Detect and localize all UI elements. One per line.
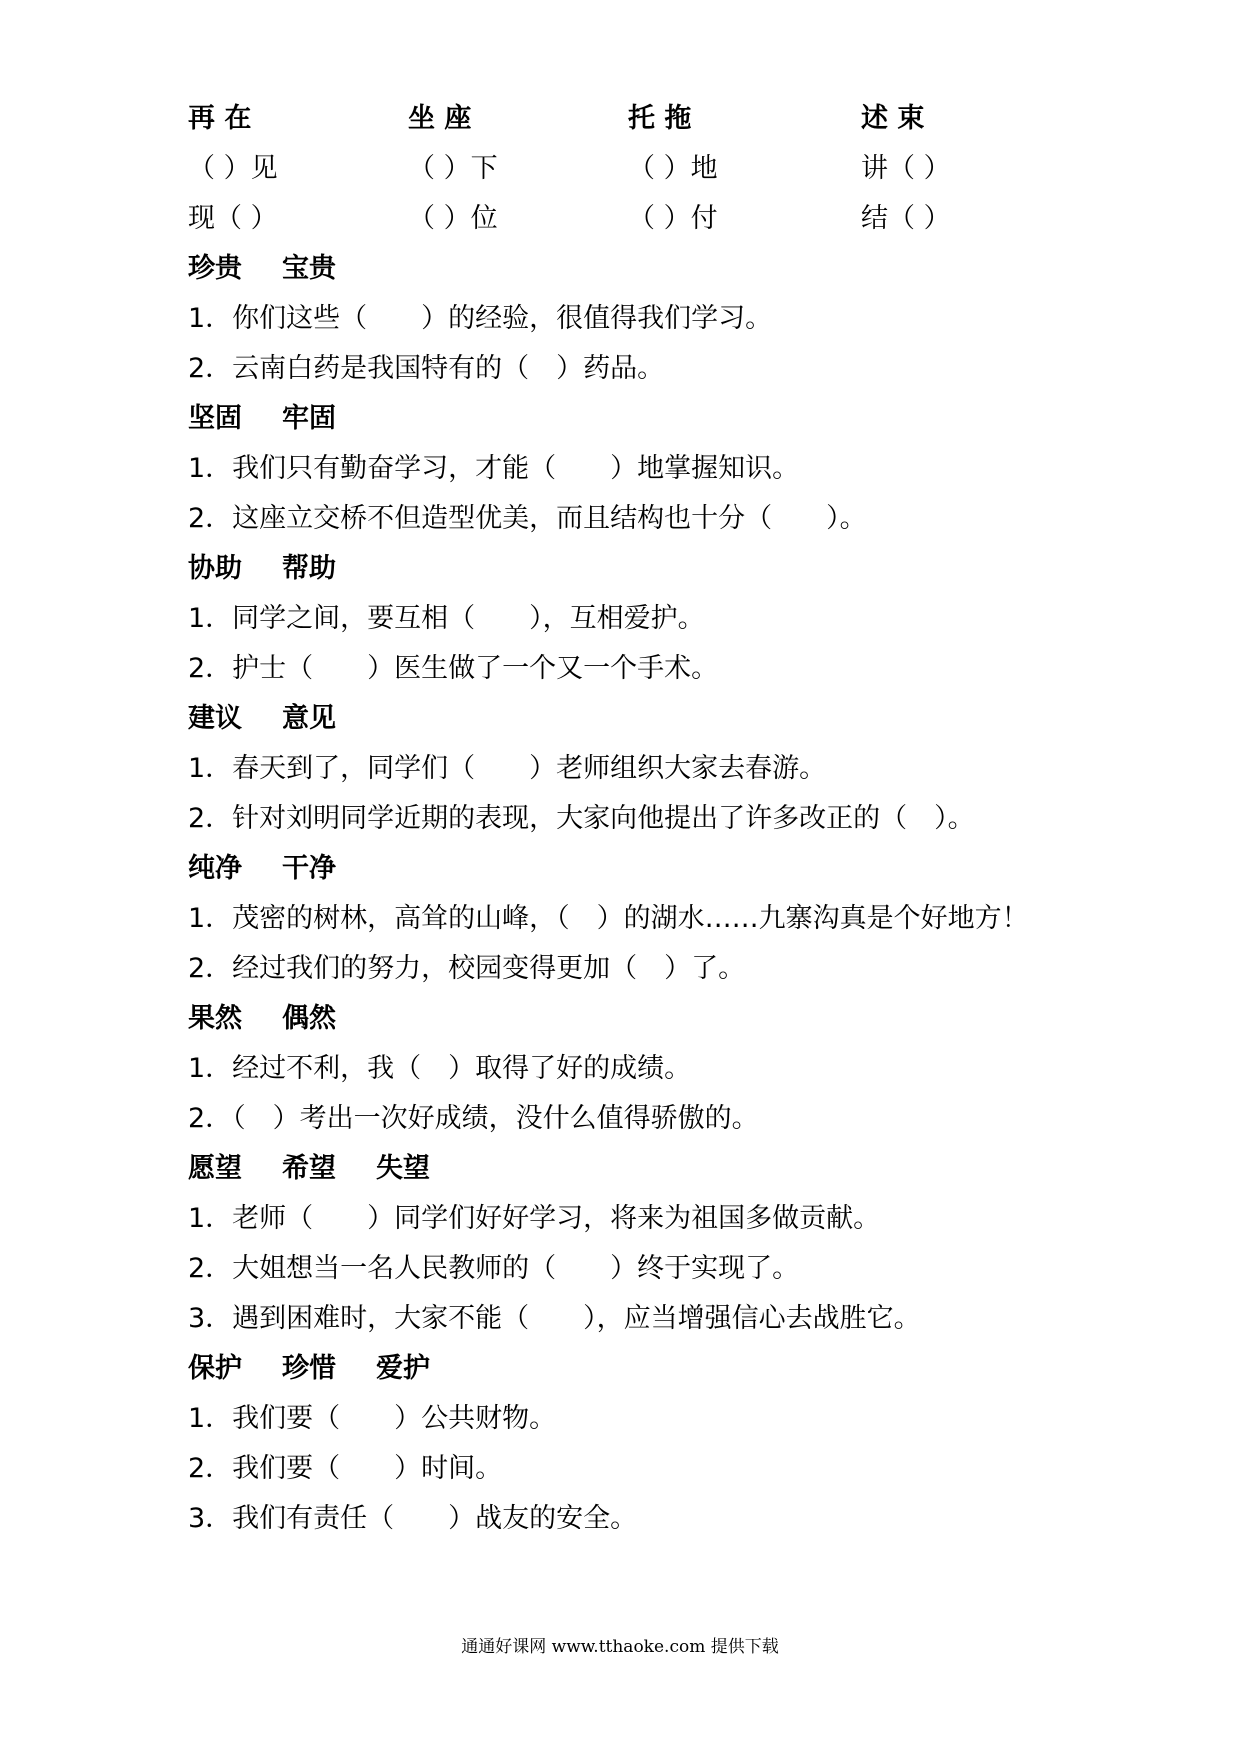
- exercise-sentence: 2．（ ）考出一次好成绩，没什么值得骄傲的。: [188, 1103, 759, 1134]
- char-pair-header: [188, 94, 1088, 144]
- exercise-sentence: 1．你们这些（ ）的经验，很值得我们学习。: [188, 303, 773, 334]
- char-pair: 再 在: [188, 103, 252, 134]
- word-choice: 保护: [188, 1353, 242, 1384]
- word-choice: 帮助: [282, 553, 336, 584]
- word-choice: 珍贵: [188, 253, 242, 284]
- exercise-sentence: 1．老师（ ）同学们好好学习，将来为祖国多做贡献。: [188, 1203, 881, 1234]
- word-choice: 失望: [376, 1153, 430, 1184]
- page-footer: 通通好课网 www.tthaoke.com 提供下载: [461, 1637, 779, 1657]
- fill-cell: 现（ ）: [188, 203, 278, 234]
- word-choice: 宝贵: [282, 253, 336, 284]
- exercise-sentence: 2．经过我们的努力，校园变得更加（ ）了。: [188, 953, 746, 984]
- word-group-heading: [188, 1344, 1088, 1394]
- worksheet: [188, 94, 1088, 1544]
- word-choice: 牢固: [282, 403, 336, 434]
- word-group-heading: [188, 394, 1088, 444]
- fill-cell: （ ）地: [628, 153, 718, 184]
- exercise-sentence: 2．我们要（ ）时间。: [188, 1453, 503, 1484]
- word-group-heading: [188, 244, 1088, 294]
- char-pair: 托 拖: [628, 103, 692, 134]
- word-choice: 珍惜: [282, 1353, 336, 1384]
- word-choice: 愿望: [188, 1153, 242, 1184]
- fill-row: [188, 144, 1088, 194]
- exercise-sentence: 1．同学之间，要互相（ ），互相爱护。: [188, 603, 705, 634]
- word-choice: 纯净: [188, 853, 242, 884]
- exercise-sentence: 2．护士（ ）医生做了一个又一个手术。: [188, 653, 719, 684]
- fill-cell: （ ）付: [628, 203, 718, 234]
- exercise-sentence: 2．大姐想当一名人民教师的（ ）终于实现了。: [188, 1253, 800, 1284]
- word-group-heading: [188, 694, 1088, 744]
- fill-row: [188, 194, 1088, 244]
- word-choice: 意见: [282, 703, 336, 734]
- exercise-sentence: 2．云南白药是我国特有的（ ）药品。: [188, 353, 665, 384]
- fill-cell: （ ）下: [408, 153, 498, 184]
- exercise-sentence: 1．茂密的树林，高耸的山峰，（ ）的湖水……九寨沟真是个好地方！: [188, 903, 1029, 934]
- word-group-heading: [188, 544, 1088, 594]
- word-choice: 偶然: [282, 1003, 336, 1034]
- exercise-sentence: 1．经过不利，我（ ）取得了好的成绩。: [188, 1053, 692, 1084]
- fill-cell: 讲（ ）: [861, 153, 951, 184]
- exercise-sentence: 1．我们只有勤奋学习，才能（ ）地掌握知识。: [188, 453, 800, 484]
- word-choice: 爱护: [376, 1353, 430, 1384]
- fill-cell: （ ）见: [188, 153, 278, 184]
- exercise-sentence: 2．针对刘明同学近期的表现，大家向他提出了许多改正的（ ）。: [188, 803, 975, 834]
- word-group-heading: [188, 844, 1088, 894]
- word-choice: 果然: [188, 1003, 242, 1034]
- word-choice: 建议: [188, 703, 242, 734]
- word-group-heading: [188, 1144, 1088, 1194]
- char-pair: 坐 座: [408, 103, 472, 134]
- exercise-sentence: 3．我们有责任（ ）战友的安全。: [188, 1503, 638, 1534]
- word-choice: 干净: [282, 853, 336, 884]
- word-choice: 希望: [282, 1153, 336, 1184]
- fill-cell: 结（ ）: [861, 203, 951, 234]
- exercise-sentence: 1．我们要（ ）公共财物。: [188, 1403, 557, 1434]
- word-choice: 协助: [188, 553, 242, 584]
- fill-cell: （ ）位: [408, 203, 498, 234]
- exercise-sentence: 3．遇到困难时，大家不能（ ），应当增强信心去战胜它。: [188, 1303, 921, 1334]
- word-group-heading: [188, 994, 1088, 1044]
- exercise-sentence: 2．这座立交桥不但造型优美，而且结构也十分（ ）。: [188, 503, 867, 534]
- exercise-sentence: 1．春天到了，同学们（ ）老师组织大家去春游。: [188, 753, 827, 784]
- word-choice: 坚固: [188, 403, 242, 434]
- char-pair: 述 束: [861, 103, 925, 134]
